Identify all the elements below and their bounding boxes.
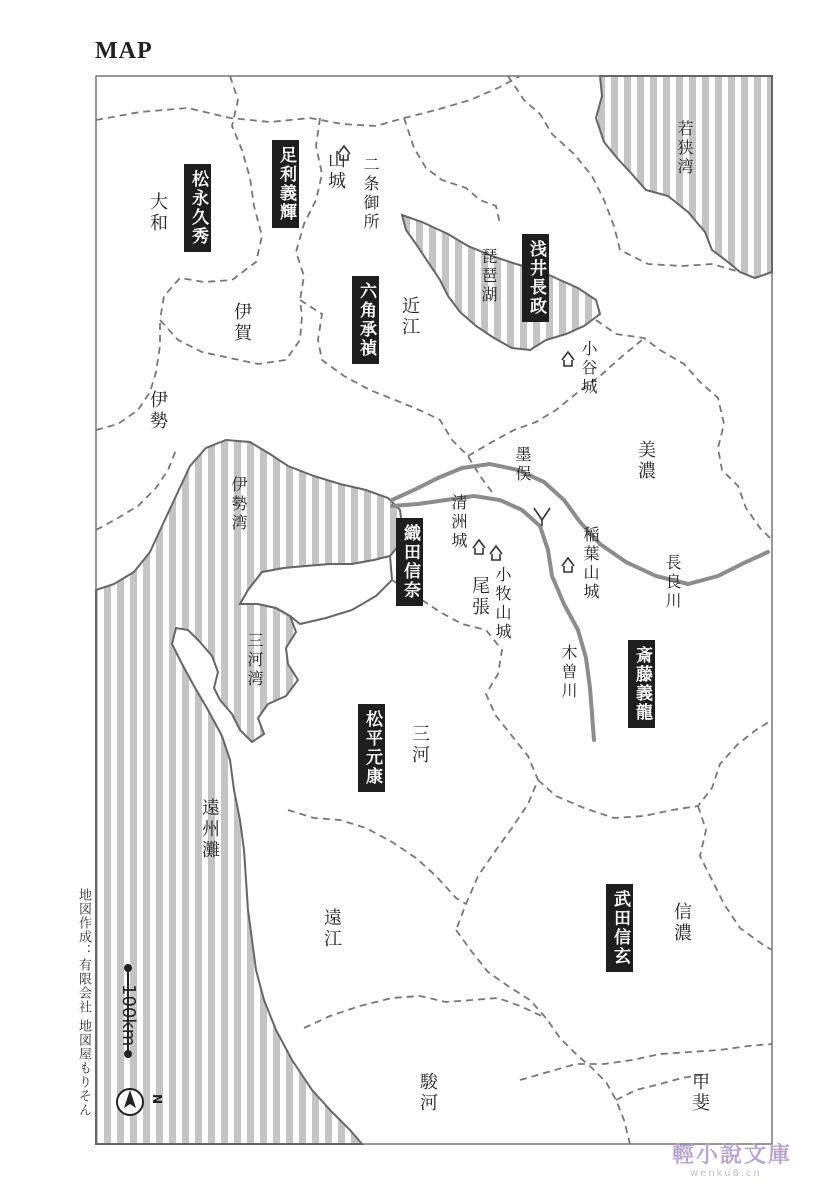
provinces-label-yamato: 大和 xyxy=(147,192,168,234)
warlord-label-rokkaku: 六角承禎 xyxy=(352,276,379,364)
warlord-label-azai: 浅井長政 xyxy=(522,234,549,322)
water-bodies-label-ise: 伊勢湾 xyxy=(229,476,248,533)
provinces-label-suruga: 駿河 xyxy=(417,1072,438,1114)
provinces-label-omi: 近江 xyxy=(399,296,420,338)
places-label-inabayama: 稲葉山城 xyxy=(581,526,600,602)
provinces-label-shinano: 信濃 xyxy=(671,902,692,944)
water-bodies-label-enshu: 遠州灘 xyxy=(199,798,220,861)
places-label-odani: 小谷城 xyxy=(579,340,598,397)
rivers-label-kiso: 木曽川 xyxy=(559,644,578,701)
provinces-label-yamashiro: 山城 xyxy=(325,150,346,192)
provinces-label-mino: 美濃 xyxy=(635,440,656,482)
lake-biwa xyxy=(399,215,600,350)
provinces-label-iga: 伊賀 xyxy=(231,302,252,344)
map-title: MAP xyxy=(95,38,153,64)
komaki-castle-marker xyxy=(490,546,502,560)
places-label-sunomata: 墨俣 xyxy=(513,446,532,484)
provinces-label-ise: 伊勢 xyxy=(147,390,168,432)
rivers-label-nagara: 長良川 xyxy=(663,554,682,611)
inabayama-castle-marker xyxy=(562,558,574,572)
water-bodies-label-mikawa: 三河湾 xyxy=(245,632,264,689)
map-credit: 地図作成：有限会社 地図屋もりそん xyxy=(76,888,91,1118)
warlord-label-matsudaira: 松平元康 xyxy=(358,704,385,792)
provinces-label-kai: 甲斐 xyxy=(689,1072,710,1114)
watermark: 輕小說文庫 xyxy=(672,1143,793,1168)
places-label-komaki: 小牧山城 xyxy=(493,566,512,642)
odani-castle-marker xyxy=(562,352,574,366)
warlord-label-takeda: 武田信玄 xyxy=(606,884,633,972)
watermark-sub: wenku8.cn xyxy=(690,1168,762,1179)
scale-label: 100km xyxy=(118,984,139,1047)
water-bodies-label-biwa: 琵琶湖 xyxy=(479,248,498,305)
warlord-label-matsunaga: 松永久秀 xyxy=(184,164,211,252)
ise-mikawa-enshu-sea xyxy=(96,440,402,1144)
compass-icon xyxy=(117,1089,143,1115)
warlord-label-ashikaga: 足利義輝 xyxy=(272,140,299,228)
provinces-label-owari: 尾張 xyxy=(469,576,490,618)
water-bodies-label-wakasa: 若狭湾 xyxy=(675,120,694,177)
provinces-label-mikawa: 三河 xyxy=(409,724,430,766)
kiyosu-castle-marker xyxy=(473,540,485,554)
places-label-nijo: 二条御所 xyxy=(361,156,380,232)
places-label-kiyosu: 清洲城 xyxy=(449,494,468,551)
warlord-label-saito: 斎藤義龍 xyxy=(628,640,655,728)
warlord-label-oda: 織田信奈 xyxy=(396,518,423,606)
north-label: N xyxy=(150,1094,164,1105)
wakasa-bay xyxy=(596,76,772,278)
provinces-label-totomi: 遠江 xyxy=(321,908,342,950)
